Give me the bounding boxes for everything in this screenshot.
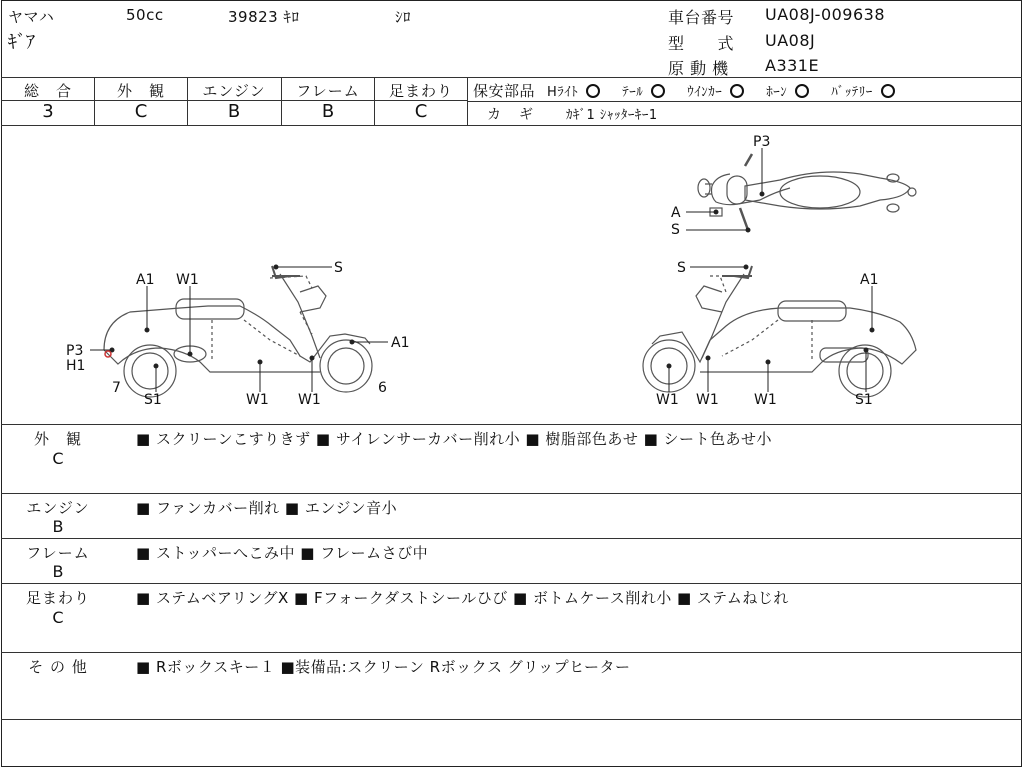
label-w1b-right: W1 [696,392,719,408]
frame-label: フレーム [296,82,360,100]
key-label: カ ギ [487,107,535,123]
label-w1-left: W1 [176,272,199,288]
mileage: 39823 ｷﾛ [228,8,300,26]
suspension-section-grade: C [52,608,64,627]
label-p3-top: P3 [753,134,771,150]
divider [1,583,1022,584]
divider [1,719,1022,720]
frame-no: UA08J-009638 [765,5,886,24]
battery-label: ﾊﾞｯﾃﾘｰ [831,85,873,100]
label-h1-left: H1 [66,358,86,374]
engine-section-label: エンジン [26,499,90,517]
overall-label: 総 合 [23,82,72,100]
suspension-grade: C [414,101,428,122]
engine-label: エンジン [202,82,266,100]
displacement: 50cc [126,6,164,24]
label-s-right: S [677,260,686,276]
frame-section-grade: B [52,562,64,581]
ok-circle-icon [730,84,744,98]
divider [467,77,468,125]
horn-label: ﾎｰﾝ [766,85,788,100]
label-7-left: 7 [112,380,121,396]
label-p3-left: P3 [66,343,84,359]
suspension-label: 足まわり [388,82,453,100]
exterior-section-label: 外 観 [33,430,82,448]
color: ｼﾛ [395,8,412,26]
type-label: 型 式 [668,34,735,53]
ok-circle-icon [651,84,665,98]
model-name: ｷﾞｱ [8,32,35,53]
ok-circle-icon [795,84,809,98]
label-a1-right: A1 [860,272,879,288]
top-view-scooter [698,154,916,230]
winker-label: ｳｲﾝｶｰ [687,85,723,100]
other-section-label: そ の 他 [28,658,88,676]
divider [1,538,1022,539]
label-a1-left: A1 [136,272,155,288]
label-s1-left: S1 [144,392,162,408]
exterior-grade: C [134,101,148,122]
label-w1c-right: W1 [754,392,777,408]
exterior-section-text: ■ スクリーンこすりきず ■ サイレンサーカバー削れ小 ■ 樹脂部色あせ ■ シート色あせ小 [136,430,773,448]
overall-grade: 3 [42,101,54,122]
type-value: UA08J [765,31,816,50]
divider [468,101,1022,102]
label-w1a-left: W1 [246,392,269,408]
exterior-section-grade: C [52,449,64,468]
safety-row [473,80,895,101]
label-a-top: A [671,205,681,221]
safety-label: 保安部品 [473,82,536,100]
label-s-top: S [671,222,680,238]
divider [1,493,1022,494]
divider [1,652,1022,653]
divider [1,424,1022,425]
label-s1-right: S1 [855,392,873,408]
key-value: ｶｷﾞ1 ｼｬｯﾀｰｷｰ1 [566,108,658,123]
frame-no-label: 車台番号 [668,8,735,27]
engine-section-grade: B [52,517,64,536]
frame-section-label: フレーム [26,544,90,562]
suspension-section-text: ■ ステムベアリングX ■ Fフォークダストシールひび ■ ボトムケース削れ小 ■ ステムねじれ [136,589,789,607]
ok-circle-icon [881,84,895,98]
label-6-left: 6 [378,380,387,396]
maker: ヤマハ [8,8,55,26]
label-a1-right-left: A1 [391,335,410,351]
engine-grade: B [227,101,241,122]
other-section-text: ■ Rボックスキー１ ■装備品:スクリーン Rボックス グリップヒーター [136,658,631,676]
exterior-label: 外 観 [116,82,165,100]
engine-model-label: 原 動 機 [668,59,729,78]
scooter-diagram [0,126,1022,424]
headlight-label: Hﾗｲﾄ [547,85,579,100]
engine-section-text: ■ ファンカバー削れ ■ エンジン音小 [136,499,398,517]
label-w1b-left: W1 [298,392,321,408]
engine-model-value: A331E [765,56,820,75]
frame-section-text: ■ ストッパーへこみ中 ■ フレームさび中 [136,544,429,562]
label-w1a-right: W1 [656,392,679,408]
suspension-section-label: 足まわり [25,589,90,607]
label-s-left: S [334,260,343,276]
frame-grade: B [321,101,335,122]
ok-circle-icon [586,84,600,98]
taillight-label: ﾃｰﾙ [622,85,644,100]
divider [1,77,1022,78]
